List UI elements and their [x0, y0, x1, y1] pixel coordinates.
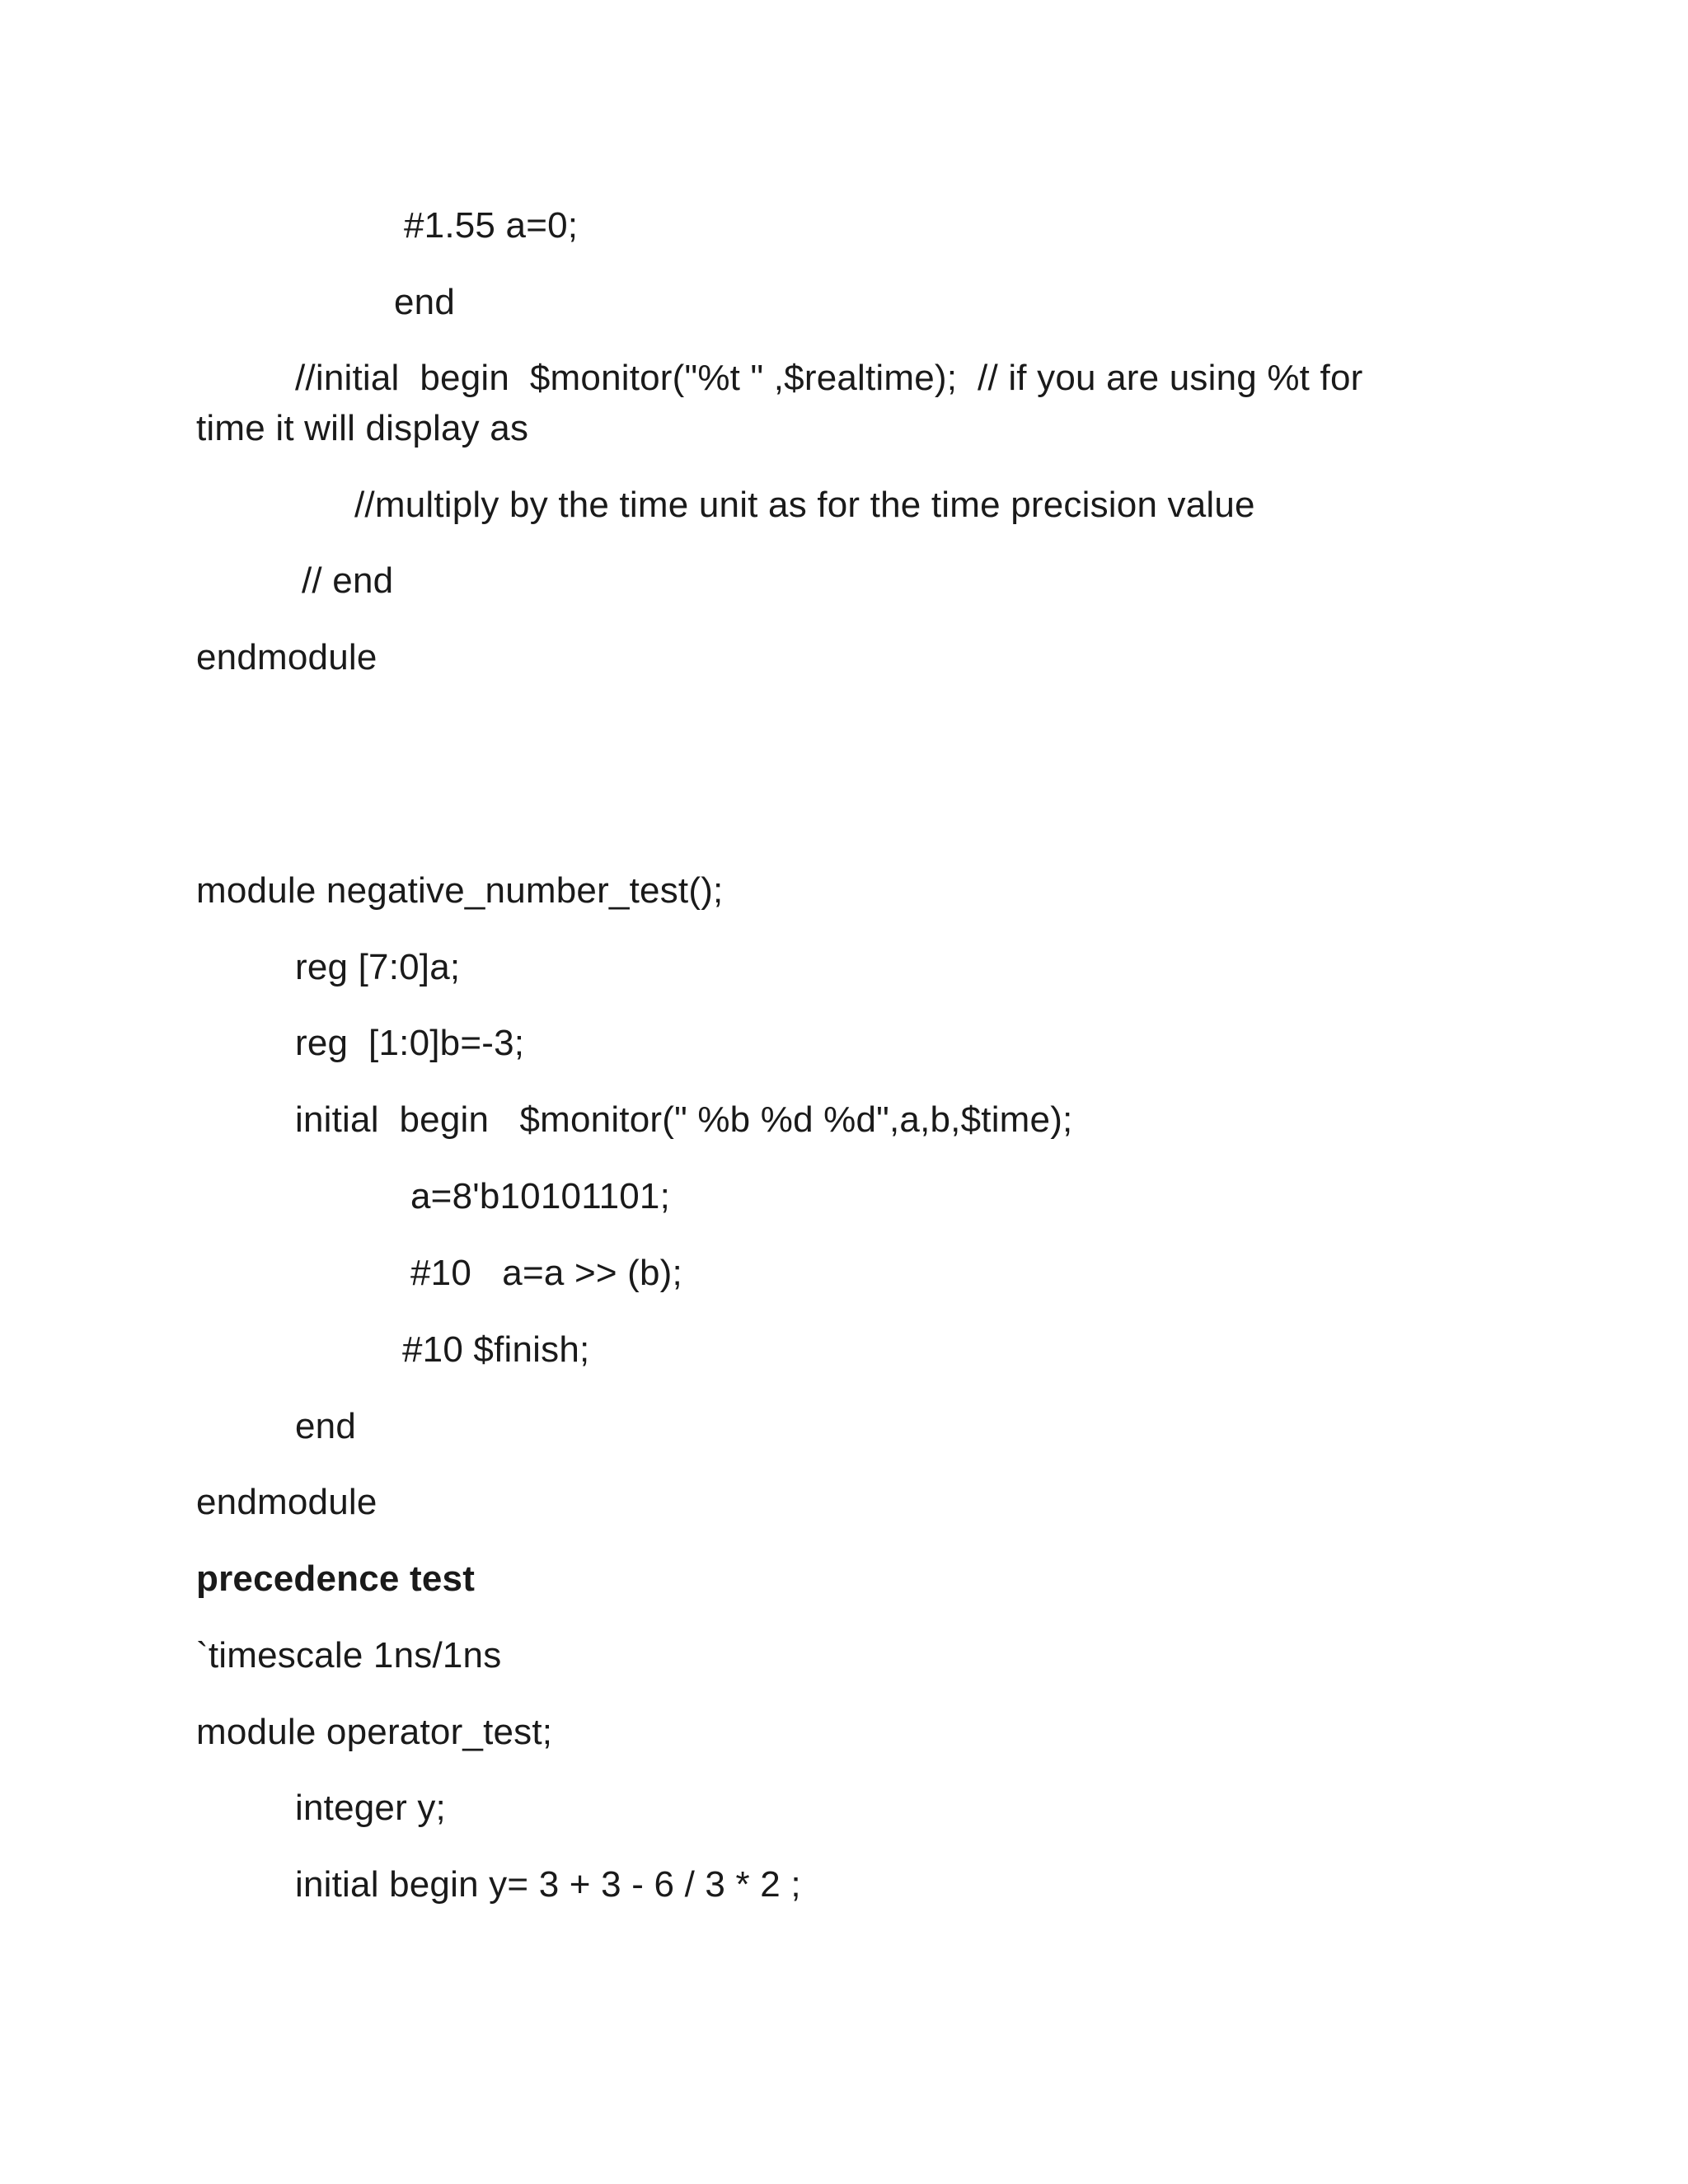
code-line: #10 a=a >> (b); — [410, 1253, 682, 1293]
code-line: #10 $finish; — [402, 1329, 590, 1370]
code-line: integer y; — [295, 1788, 446, 1828]
code-line: initial begin y= 3 + 3 - 6 / 3 * 2 ; — [295, 1864, 801, 1905]
code-line: endmodule — [196, 637, 377, 677]
code-line: module operator_test; — [196, 1712, 553, 1752]
code-line: reg [1:0]b=-3; — [295, 1023, 525, 1063]
code-line: `timescale 1ns/1ns — [196, 1635, 502, 1675]
code-line: module negative_number_test(); — [196, 870, 724, 911]
code-line: end — [295, 1406, 357, 1446]
code-line: initial begin $monitor(" %b %d %d",a,b,$time); — [295, 1099, 1073, 1140]
section-heading: precedence test — [196, 1558, 476, 1599]
code-line: endmodule — [196, 1482, 377, 1522]
code-comment-line: //initial begin $monitor("%t " ,$realtime); // if you are using %t for — [295, 358, 1363, 398]
code-line: end — [394, 282, 456, 322]
code-comment-continuation: time it will display as — [196, 408, 529, 448]
code-line: a=8'b10101101; — [410, 1176, 671, 1216]
code-comment-line: // end — [302, 560, 394, 601]
code-line: reg [7:0]a; — [295, 947, 461, 987]
code-line: #1.55 a=0; — [404, 205, 579, 246]
code-comment-line: //multiply by the time unit as for the time precision value — [354, 485, 1255, 525]
